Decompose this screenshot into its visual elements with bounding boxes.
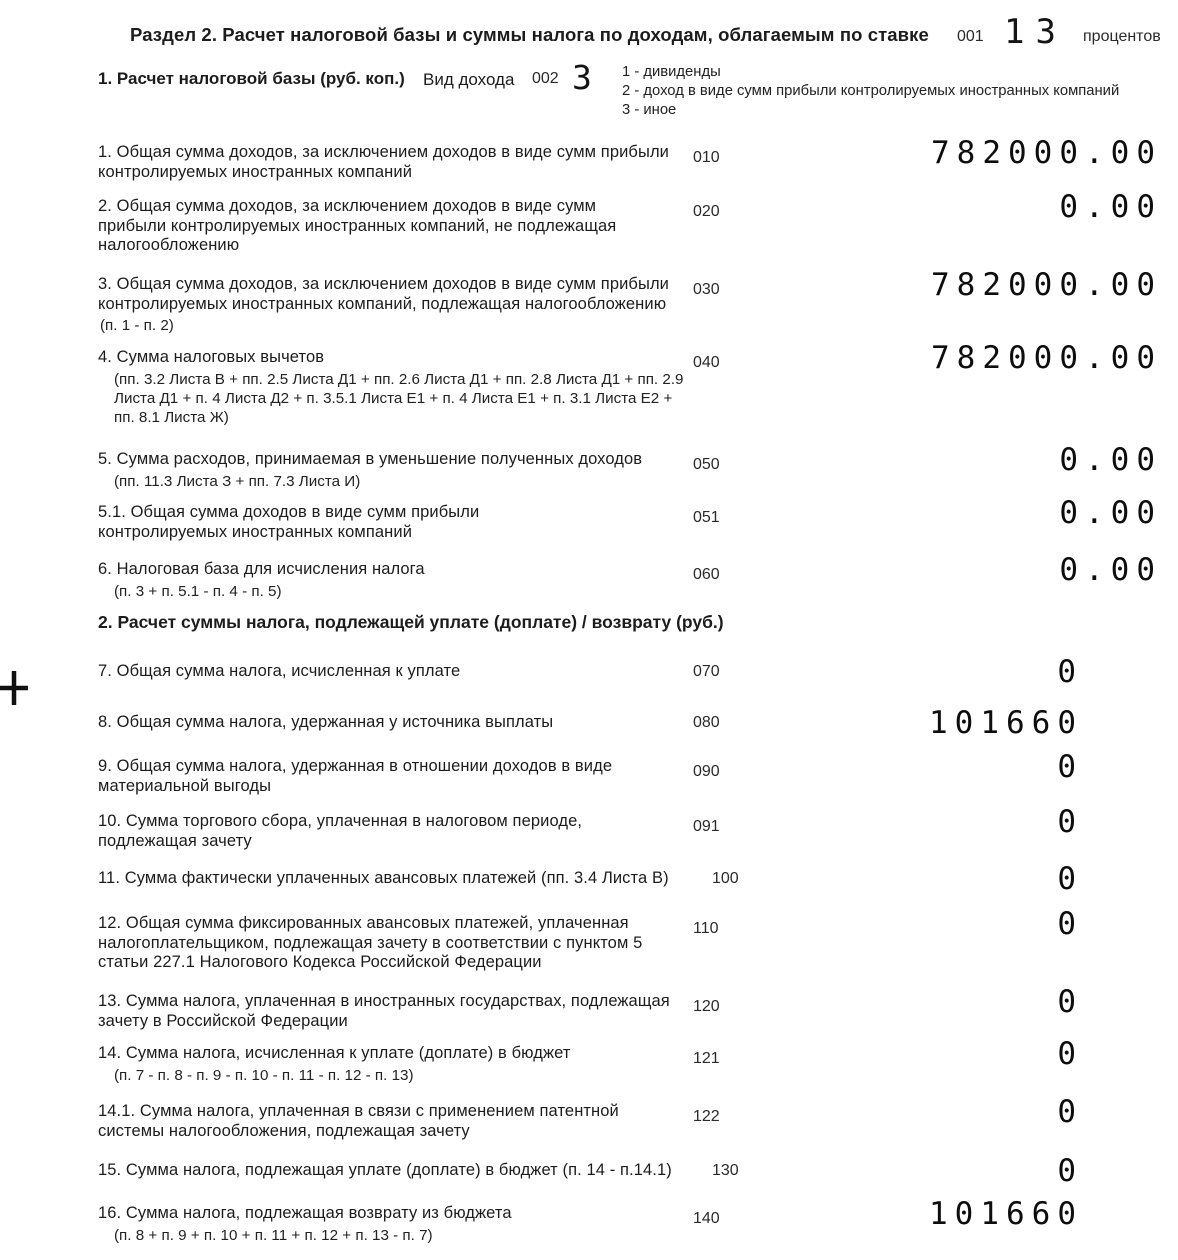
row-label: 16. Сумма налога, подлежащая возврату из бюджета [98, 1204, 512, 1222]
row-label: 14. Сумма налога, исчисленная к уплате (доплате) в бюджет [98, 1044, 571, 1062]
row-code: 060 [693, 566, 720, 583]
row-value: 101660 [929, 1196, 1083, 1232]
row-code: 051 [693, 509, 720, 526]
row-code: 122 [693, 1108, 720, 1125]
row-code: 090 [693, 763, 720, 780]
section1-heading: 1. Расчет налоговой базы (руб. коп.) [98, 69, 405, 88]
form-row [0, 1153, 1178, 1189]
row-code: 080 [693, 714, 720, 731]
form-row [0, 654, 1178, 690]
row-label: 8. Общая сумма налога, удержанная у источника выплаты [98, 713, 554, 731]
row-label: 6. Налоговая база для исчисления налога [98, 560, 425, 578]
row-formula: (пп. 11.3 Листа З + пп. 7.3 Листа И) [114, 472, 361, 490]
form-row [0, 906, 1178, 973]
row-code: 130 [712, 1162, 739, 1179]
form-row [0, 984, 1178, 1031]
row-value: 0 [1057, 749, 1083, 785]
form-row [0, 340, 1178, 427]
section2-heading: 2. Расчет суммы налога, подлежащей уплате (доплате) / возврату (руб.) [98, 612, 724, 632]
row-label: 13. Сумма налога, уплаченная в иностранных государствах, подлежащая зачету в Российской Федерации [98, 992, 670, 1030]
row-code: 070 [693, 663, 720, 680]
row-formula: (пп. 3.2 Листа В + пп. 2.5 Листа Д1 + пп. 2.6 Листа Д1 + пп. 2.8 Листа Д1 + пп. 2.9 Листа Д1 + п. 4 Листа Д2 + п. 3.5.1 Листа Е1 + п. 4 Листа Е1 + п. 3.1 Листа Е2 + пп. 8.1 Листа Ж) [114, 370, 684, 426]
row-code: 040 [693, 354, 720, 371]
income-type-field-code: 002 [532, 70, 559, 87]
row-label: 12. Общая сумма фиксированных авансовых платежей, уплаченная налогоплательщиком, подлежащая зачету в соответствии с пунктом 5 статьи 227.1 Налогового Кодекса Российской Федерации [98, 914, 643, 972]
row-label: 7. Общая сумма налога, исчисленная к уплате [98, 662, 461, 680]
form-row [0, 495, 1178, 542]
row-label: 5. Сумма расходов, принимаемая в уменьшение полученных доходов [98, 450, 643, 468]
row-code: 010 [693, 149, 720, 166]
rate-value: 13 [1004, 12, 1067, 52]
row-label: 14.1. Сумма налога, уплаченная в связи с применением патентной системы налогообложения, подлежащая зачету [98, 1102, 619, 1140]
row-code: 020 [693, 203, 720, 220]
form-row [0, 1036, 1178, 1085]
row-formula: (п. 3 + п. 5.1 - п. 4 - п. 5) [114, 582, 282, 600]
row-label: 3. Общая сумма доходов, за исключением доходов в виде сумм прибыли контролируемых иностранных компаний, подлежащая налогообложению [98, 275, 669, 313]
row-value: 101660 [929, 705, 1083, 741]
row-value: 0 [1057, 861, 1083, 897]
row-value: 0 [1057, 804, 1083, 840]
form-row [0, 552, 1178, 601]
row-value: 782000.00 [931, 267, 1162, 303]
row-formula: (п. 7 - п. 8 - п. 9 - п. 10 - п. 11 - п. 12 - п. 13) [114, 1066, 414, 1084]
row-code: 100 [712, 870, 739, 887]
form-row [0, 705, 1178, 741]
rate-field-code: 001 [957, 28, 984, 45]
form-row [0, 804, 1178, 851]
row-label: 4. Сумма налоговых вычетов [98, 348, 325, 366]
row-value: 0 [1057, 1094, 1083, 1130]
row-label: 10. Сумма торгового сбора, уплаченная в налоговом периоде, подлежащая зачету [98, 812, 583, 850]
legend-item: 2 - доход в виде сумм прибыли контролируемых иностранных компаний [622, 82, 1120, 99]
row-label: 2. Общая сумма доходов, за исключением доходов в виде сумм прибыли контролируемых иностранных компаний, не подлежащая налогообложению [98, 197, 617, 255]
income-type-legend [622, 63, 1119, 119]
row-code: 140 [693, 1210, 720, 1227]
row-value: 0.00 [1059, 495, 1162, 531]
row-label: 5.1. Общая сумма доходов в виде сумм прибыли контролируемых иностранных компаний [98, 503, 480, 541]
row-label: 1. Общая сумма доходов, за исключением доходов в виде сумм прибыли контролируемых иностранных компаний [98, 143, 669, 181]
row-value: 0 [1057, 984, 1083, 1020]
row-value: 782000.00 [931, 135, 1162, 171]
row-value: 0 [1057, 1036, 1083, 1072]
row-label: 15. Сумма налога, подлежащая уплате (доплате) в бюджет (п. 14 - п.14.1) [98, 1161, 672, 1179]
row-value: 0 [1057, 1153, 1083, 1189]
form-row [0, 1196, 1178, 1245]
legend-item: 3 - иное [622, 101, 677, 118]
row-label: 11. Сумма фактически уплаченных авансовых платежей (пп. 3.4 Листа В) [98, 869, 669, 887]
form-row [0, 267, 1178, 335]
row-label: 9. Общая сумма налога, удержанная в отношении доходов в виде материальной выгоды [98, 757, 613, 795]
row-code: 030 [693, 281, 720, 298]
row-code: 110 [693, 920, 719, 937]
row-value: 0.00 [1059, 189, 1162, 225]
row-code: 091 [693, 818, 720, 835]
row-code: 121 [693, 1050, 720, 1067]
form-row [0, 1094, 1178, 1141]
form-row [0, 189, 1178, 256]
row-value: 0 [1057, 654, 1083, 690]
row-value: 0.00 [1059, 552, 1162, 588]
form-row [0, 749, 1178, 796]
rate-unit-label: процентов [1083, 28, 1161, 45]
row-value: 0.00 [1059, 442, 1162, 478]
form-row [0, 135, 1178, 182]
row-formula: (п. 1 - п. 2) [100, 317, 174, 335]
income-type-label: Вид дохода [423, 70, 515, 89]
legend-item: 1 - дивиденды [622, 64, 721, 80]
form-row [0, 442, 1178, 491]
row-value: 782000.00 [931, 340, 1162, 376]
row-formula: (п. 8 + п. 9 + п. 10 + п. 11 + п. 12 + п. 13 - п. 7) [114, 1226, 433, 1244]
page-title: Раздел 2. Расчет налоговой базы и суммы налога по доходам, облагаемым по ставке [130, 24, 929, 45]
row-value: 0 [1057, 906, 1083, 942]
form-row [0, 861, 1178, 897]
row-code: 120 [693, 998, 720, 1015]
income-type-value: 3 [572, 58, 598, 97]
row-code: 050 [693, 456, 720, 473]
